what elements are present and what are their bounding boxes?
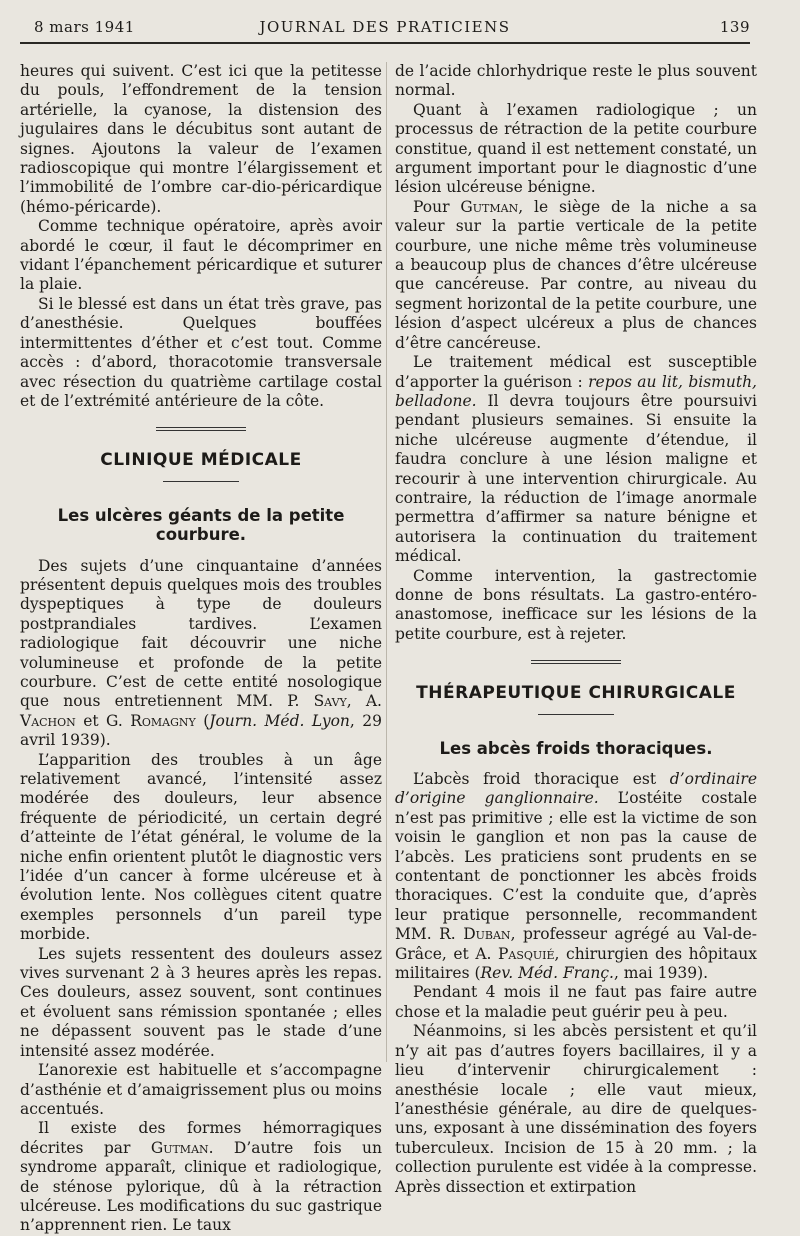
paragraph: Des sujets d’une cinquantaine d’années présentent depuis quelques mois des troubles dyspeptiques à type de douleurs postprandiales tardives. L’examen radiologique fait découvrir une niche volumineuse et profonde de la petite courbure. C’est de cette entité nosologique que nous entretiennent MM. P. Savy, A. Vachon et G. Romagny (Journ. Méd. Lyon, 29 avril 1939). [20,556,382,750]
paragraph: L’abcès froid thoracique est d’ordinaire d’origine ganglionnaire. L’ostéite costale n’est pas primitive ; elle est la victime de son voisin le ganglion et non pas la cause de l’abcès. Les praticiens sont prudents en se contentant de ponctionner les abcès froids thoraciques. C’est la conduite que, d’après leur pratique personnelle, recommandent MM. R. Duban, professeur agrégé au Val-de-Grâce, et A. Pasquié, chirurgien des hôpitaux militaires (Rev. Méd. Franç., mai 1939). [395,770,757,983]
paragraph: Néanmoins, si les abcès persistent et qu’il n’y ait pas d’autres foyers bacillaires, il y a lieu d’intervenir chirurgicalement : anesthésie locale ; elle vaut mieux, l’anesthésie générale, au dire de quelques-uns, exposant à une dissémination des foyers tuberculeux. Incision de 15 à 20 mm. ; la collection purulente est vidée à la compresse. Après dissection et extirpation [395,1022,757,1196]
article-title-abces: Les abcès froids thoraciques. [439,738,713,758]
paragraph: de l’acide chlorhydrique reste le plus souvent normal. [395,62,757,100]
paragraph: Pendant 4 mois il ne faut pas faire autre chose et la maladie peut guérir peu à peu. [395,983,757,1021]
right-column [395,62,757,1197]
section-ornament [531,660,621,664]
header-rule [20,42,750,44]
header-date: 8 mars 1941 [34,18,135,36]
paragraph: Comme technique opératoire, après avoir abordé le cœur, il faut le décomprimer en vidant l’épanchement péricardique et suturer la plaie. [20,217,382,294]
paragraph: Quant à l’examen radiologique ; un processus de rétraction de la petite courbure constitue, quand il est nettement constaté, un argument important pour le diagnostic d’une lésion ulcéreuse bénigne. [395,100,757,197]
paragraph: Pour Gutman, le siège de la niche a sa valeur sur la partie verticale de la petite courbure, une niche même très volumineuse a beaucoup plus de chances d’être ulcéreuse que cancéreuse. Par contre, au niveau du segment horizontal de la petite courbure, une lésion d’aspect ulcéreux a plus de chances d’être cancéreuse. [395,197,758,352]
section-title-therapeutique: THÉRAPEUTIQUE CHIRURGICALE [416,683,736,704]
paragraph: Le traitement médical est susceptible d’apporter la guérison : repos au lit, bismuth, belladone. Il devra toujours être poursuivi pendant plusieurs semaines. Si ensuite la niche ulcéreuse augmente d’étendue, il faudra conclure à une lésion maligne et recourir à une intervention chirurgicale. Au contraire, la réduction de l’image anormale permettra d’affirmer sa nature bénigne et autorisera la continuation du traitement médical. [395,353,757,566]
header-page-number: 139 [719,18,750,36]
running-header [20,18,750,42]
paragraph: L’anorexie est habituelle et s’accompagne d’asthénie et d’amaigrissement plus ou moins accentués. [20,1061,382,1118]
section-title-clinique: CLINIQUE MÉDICALE [100,450,302,471]
section-rule [538,714,614,715]
paragraph: Il existe des formes hémorragiques décrites par Gutman. D’autre fois un syndrome apparaît, clinique et radiologique, de sténose pylorique, dû à la rétraction ulcéreuse. Les modifications du suc gastrique n’apprennent rien. Le taux [20,1119,382,1235]
left-column [20,62,382,1236]
paragraph: L’apparition des troubles à un âge relativement avancé, l’intensité assez modérée des douleurs, leur absence fréquente de périodicité, un certain degré d’atteinte de l’état général, le volume de la niche enfin orientent plutôt le diagnostic vers l’idée d’un cancer à forme ulcéreuse et à évolution lente. Nos collègues citent quatre exemples personnels d’un pareil type morbide. [20,750,382,944]
paragraph: Si le blessé est dans un état très grave, pas d’anesthésie. Quelques bouffées intermittentes d’éther et c’est tout. Comme accès : d’abord, thoracotomie transversale avec résection du quatrième cartilage costal et de l’extrémité antérieure de la côte. [20,294,382,410]
paragraph: Comme intervention, la gastrectomie donne de bons résultats. La gastro-entéro-anastomose, inefficace sur les lésions de la petite courbure, est à rejeter. [395,566,757,643]
column-divider [386,62,387,1062]
section-rule [163,481,239,482]
article-title-ulceres: Les ulcères géants de la petite courbure. [57,505,345,545]
paragraph: heures qui suivent. C’est ici que la petitesse du pouls, l’effondrement de la tension artérielle, la cyanose, la distension des jugulaires dans le décubitus sont autant de signes. Ajoutons la valeur de l’examen radioscopique qui montre l’élargissement et l’immobilité de l’ombre car-dio-péricardique (hémo-péricarde). [20,62,382,216]
paragraph: Les sujets ressentent des douleurs assez vives survenant 2 à 3 heures après les repas. Ces douleurs, assez souvent, sont continues et évoluent sans rémission spontanée ; elles ne dépassent souvent pas le stade d’une intensité assez modérée. [20,944,382,1060]
section-ornament [156,427,246,431]
source-citation: Journ. Méd. Lyon [209,711,350,730]
header-journal-title: JOURNAL DES PRATICIENS [259,18,511,36]
